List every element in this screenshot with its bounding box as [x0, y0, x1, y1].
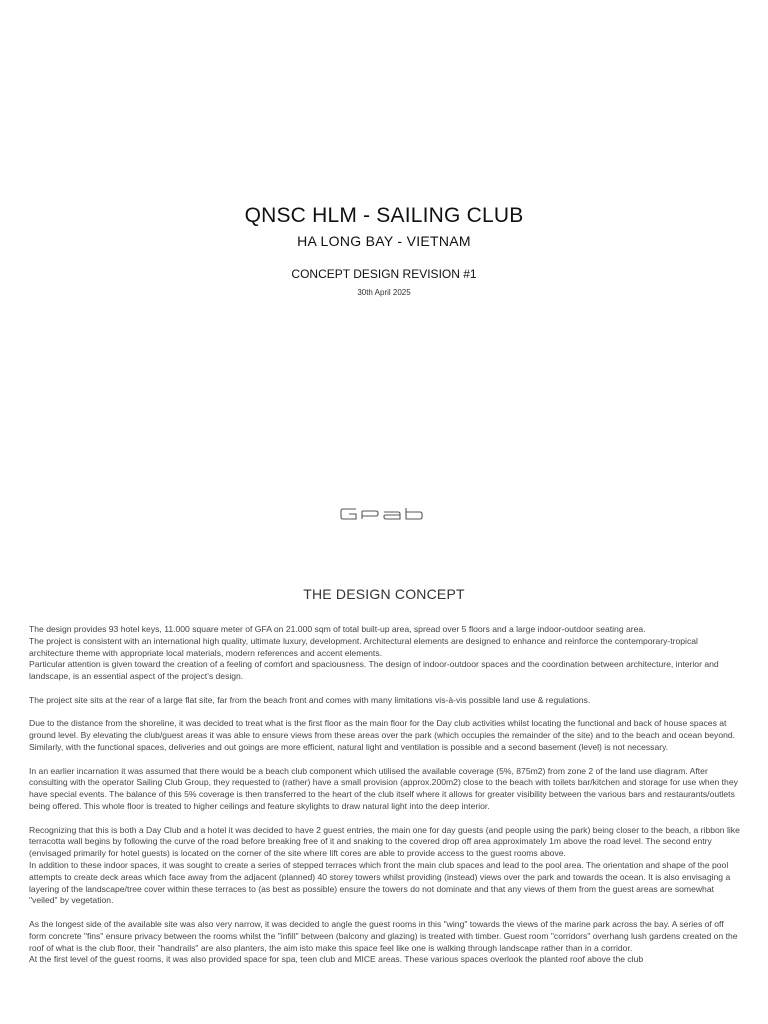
design-concept-body	[29, 624, 741, 978]
project-location: HA LONG BAY - VIETNAM	[297, 233, 471, 249]
paragraph-line: As the longest side of the available site was also very narrow, it was decided to angle the guest rooms in this "wing" towards the views of the marine park across the bay. A series of off form concrete "fins" ensure privacy between the rooms whilst the "infill" between (balcony and glazing) is treated with timber. Guest room "corridors" overhang lush gardens created on the roof of what is the club floor, their "handrails" are also planters, the aim isto make this space feel like one is walking through landscape rather than in a corridor.	[29, 918, 738, 953]
paragraph	[29, 919, 741, 966]
paragraph-line: In addition to these indoor spaces, it was sought to create a series of stepped terraces which front the main club spaces and lead to the pool area. The orientation and shape of the pool attempts to create deck areas which face away from the adjacent (planned) 40 storey towers whilst providing (instead) views over the park and towards the ocean. It is also envisaging a layering of the landscape/tree cover within these terraces to (as best as possible) ensure the towers do not dominate and that any views of them from the guest areas are somewhat "veiled" by vegetation.	[29, 859, 731, 906]
paragraph-line: Due to the distance from the shoreline, it was decided to treat what is the first floor as the main floor for the Day club activities whilst locating the functional and back of house spaces at ground level. By elevating the club/guest areas it was able to ensure views from these areas over the park (which occupies the remainder of the site) and to the beach and ocean beyond. Similarly, with the functional spaces, deliveries and out goings are more efficient, natural light and ventilation is possible and a second basement (level) is not necessary.	[29, 718, 736, 752]
paragraph	[29, 624, 741, 683]
paragraph-line: In an earlier incarnation it was assumed that there would be a beach club component which utilised the available coverage (5%, 875m2) from zone 2 of the land use diagram. After consulting with the operator Sailing Club Group, they requested to (rather) have a small provision (approx.200m2) close to the beach with toilets bar/kitchen and storage for use when they have special events. The balance of this 5% coverage is then transferred to the heart of the club itself where it allows for greater visibility between the various bars and restaurants/outlets being offered. This whole floor is treated to higher ceilings and feature skylights to draw natural light into the deep interior.	[29, 765, 738, 811]
paragraph-line: The project is consistent with an international high quality, ultimate luxury, development. Architectural elements are designed to enhance and reinforce the contemporary-tropical architecture theme with appropriate local materials, modern references and accent elements.	[29, 635, 698, 658]
paragraph	[29, 766, 741, 813]
paragraph-line: Particular attention is given toward the creation of a feeling of comfort and spaciousness. The design of indoor-outdoor spaces and the coordination between architecture, interior and landscape, is an essential aspect of the project's design.	[29, 659, 719, 682]
project-title: QNSC HLM - SAILING CLUB	[244, 204, 524, 227]
paragraph-line: At the first level of the guest rooms, it was also provided space for spa, teen club and MICE areas. These various spaces overlook the planted roof above the club	[29, 954, 644, 965]
paragraph	[29, 718, 741, 753]
company-logo	[340, 507, 430, 521]
paragraph	[29, 825, 741, 908]
revision-label: CONCEPT DESIGN REVISION #1	[291, 267, 477, 281]
paragraph-line: The project site sits at the rear of a large flat site, far from the beach front and comes with many limitations vis-à-vis possible land use & regulations.	[29, 694, 591, 705]
paragraph-line: Recognizing that this is both a Day Club and a hotel it was decided to have 2 guest entries, the main one for day guests (and people using the park) being closer to the beach, a ribbon like terracotta wall begins by following the curve of the road before breaking free of it and snaking to the covered drop off area approximately 1m above the road level. The second entry (envisaged primarily for hotel guests) is located on the corner of the site where lift cores are able to provide access to the guest rooms above.	[29, 824, 740, 859]
section-heading: THE DESIGN CONCEPT	[303, 586, 465, 602]
paragraph	[29, 695, 741, 707]
paragraph-line: The design provides 93 hotel keys, 11.000 square meter of GFA on 21.000 sqm of total built-up area, spread over 5 floors and a large indoor-outdoor seating area.	[29, 624, 646, 634]
revision-date: 30th April 2025	[357, 288, 411, 297]
